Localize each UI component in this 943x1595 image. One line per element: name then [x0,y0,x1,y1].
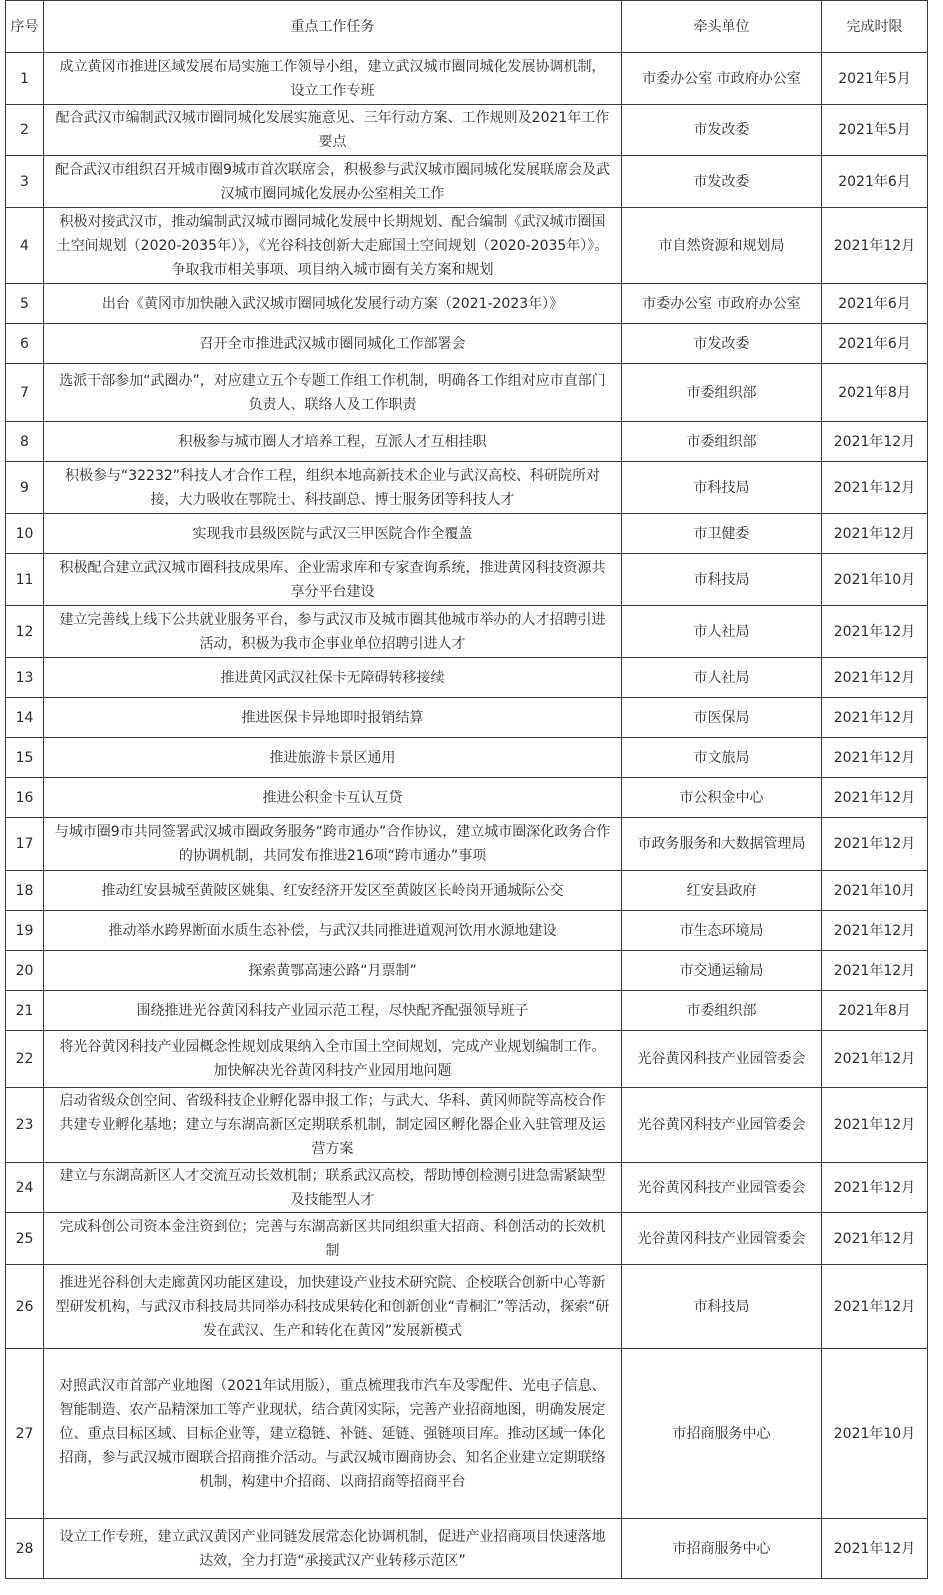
header-deadline: 完成时限 [822,1,928,53]
row-task: 推进黄冈武汉社保卡无障碍转移接续 [44,658,622,698]
row-unit: 市委组织部 [622,991,822,1031]
row-seq: 17 [6,818,44,871]
row-deadline: 2021年6月 [822,284,928,324]
table-row [6,1349,928,1519]
row-unit: 市招商服务中心 [622,1519,822,1579]
row-task: 与城市圈9市共同签署武汉城市圈政务服务“跨市通办”合作协议，建立城市圈深化政务合作的协调机制，共同发布推进216项“跨市通办”事项 [44,818,622,871]
header-unit: 牵头单位 [622,1,822,53]
table-row [6,364,928,422]
table-row [6,1031,928,1088]
row-seq: 5 [6,284,44,324]
row-unit: 市发改委 [622,105,822,156]
table-row [6,1163,928,1213]
row-seq: 26 [6,1265,44,1349]
row-unit: 市委办公室 市政府办公室 [622,284,822,324]
row-seq: 16 [6,778,44,818]
row-task: 推进医保卡异地即时报销结算 [44,698,622,738]
row-deadline: 2021年12月 [822,818,928,871]
row-seq: 19 [6,911,44,951]
row-unit: 市交通运输局 [622,951,822,991]
table-row [6,738,928,778]
row-task: 建立完善线上线下公共就业服务平台，参与武汉市及城市圈其他城市举办的人才招聘引进活动，积极为我市企事业单位招聘引进人才 [44,606,622,658]
row-unit: 红安县政府 [622,871,822,911]
row-seq: 25 [6,1213,44,1265]
row-task: 启动省级众创空间、省级科技企业孵化器申报工作；与武大、华科、黄冈师院等高校合作共建专业孵化基地；建立与东湖高新区定期联系机制，制定园区孵化器企业入驻管理及运营方案 [44,1088,622,1163]
table-row [6,698,928,738]
row-deadline: 2021年12月 [822,462,928,514]
table-row [6,1519,928,1579]
row-seq: 12 [6,606,44,658]
row-task: 围绕推进光谷黄冈科技产业园示范工程，尽快配齐配强领导班子 [44,991,622,1031]
row-task: 对照武汉市首部产业地图（2021年试用版），重点梳理我市汽车及零配件、光电子信息、智能制造、农产品精深加工等产业现状，结合黄冈实际，完善产业招商地图，明确发展定位、重点目标区域、目标企业等，建立稳链、补链、延链、强链项目库。推动区域一体化招商，参与武汉城市圈联合招商推介活动。与武汉城市圈商协会、知名企业建立定期联络机制，构建中介招商、以商招商等招商平台 [44,1349,622,1519]
row-deadline: 2021年12月 [822,1265,928,1349]
row-deadline: 2021年12月 [822,951,928,991]
row-deadline: 2021年10月 [822,1349,928,1519]
row-seq: 18 [6,871,44,911]
task-table [5,0,928,1579]
row-unit: 市发改委 [622,324,822,364]
row-unit: 光谷黄冈科技产业园管委会 [622,1031,822,1088]
row-seq: 8 [6,422,44,462]
row-task: 出台《黄冈市加快融入武汉城市圈同城化发展行动方案（2021-2023年）》 [44,284,622,324]
table-row [6,871,928,911]
row-unit: 市委组织部 [622,364,822,422]
row-task: 建立与东湖高新区人才交流互动长效机制；联系武汉高校，帮助博创检测引进急需紧缺型及技能型人才 [44,1163,622,1213]
row-unit: 市政务服务和大数据管理局 [622,818,822,871]
row-unit: 市人社局 [622,606,822,658]
row-deadline: 2021年10月 [822,554,928,606]
row-unit: 光谷黄冈科技产业园管委会 [622,1163,822,1213]
row-task: 配合武汉市编制武汉城市圈同城化发展实施意见、三年行动方案、工作规则及2021年工作要点 [44,105,622,156]
row-seq: 23 [6,1088,44,1163]
row-unit: 市人社局 [622,658,822,698]
table-row [6,658,928,698]
header-task: 重点工作任务 [44,1,622,53]
table-row [6,1213,928,1265]
table-row [6,208,928,284]
row-unit: 市文旅局 [622,738,822,778]
row-task: 实现我市县级医院与武汉三甲医院合作全覆盖 [44,514,622,554]
row-deadline: 2021年8月 [822,991,928,1031]
row-seq: 20 [6,951,44,991]
row-seq: 6 [6,324,44,364]
table-row [6,462,928,514]
row-deadline: 2021年12月 [822,606,928,658]
row-unit: 市公积金中心 [622,778,822,818]
table-row [6,105,928,156]
row-task: 配合武汉市组织召开城市圈9城市首次联席会，积极参与武汉城市圈同城化发展联席会及武汉城市圈同城化发展办公室相关工作 [44,156,622,208]
row-task: 积极对接武汉市，推动编制武汉城市圈同城化发展中长期规划、配合编制《武汉城市圈国土空间规划（2020-2035年）》，《光谷科技创新大走廊国土空间规划（2020-2035年）》。争取我市相关事项、项目纳入城市圈有关方案和规划 [44,208,622,284]
row-deadline: 2021年12月 [822,1213,928,1265]
row-task: 积极配合建立武汉城市圈科技成果库、企业需求库和专家查询系统，推进黄冈科技资源共享分平台建设 [44,554,622,606]
row-task: 推进公积金卡互认互贷 [44,778,622,818]
table-row [6,156,928,208]
table-row [6,422,928,462]
row-unit: 市自然资源和规划局 [622,208,822,284]
table-row [6,1265,928,1349]
row-seq: 14 [6,698,44,738]
row-deadline: 2021年10月 [822,871,928,911]
table-row [6,514,928,554]
table-row [6,606,928,658]
header-seq: 序号 [6,1,44,53]
row-deadline: 2021年12月 [822,1163,928,1213]
row-seq: 11 [6,554,44,606]
table-row [6,991,928,1031]
row-deadline: 2021年12月 [822,208,928,284]
row-seq: 2 [6,105,44,156]
row-seq: 21 [6,991,44,1031]
row-unit: 市卫健委 [622,514,822,554]
row-deadline: 2021年8月 [822,364,928,422]
row-seq: 24 [6,1163,44,1213]
row-deadline: 2021年12月 [822,1031,928,1088]
row-unit: 市委办公室 市政府办公室 [622,53,822,105]
row-deadline: 2021年12月 [822,698,928,738]
row-seq: 22 [6,1031,44,1088]
row-seq: 1 [6,53,44,105]
row-deadline: 2021年12月 [822,658,928,698]
row-task: 选派干部参加“武圈办”，对应建立五个专题工作组工作机制，明确各工作组对应市直部门负责人、联络人及工作职责 [44,364,622,422]
row-unit: 光谷黄冈科技产业园管委会 [622,1213,822,1265]
row-task: 积极参与“32232”科技人才合作工程，组织本地高新技术企业与武汉高校、科研院所对接，大力吸收在鄂院士、科技副总、博士服务团等科技人才 [44,462,622,514]
row-seq: 9 [6,462,44,514]
row-unit: 市招商服务中心 [622,1349,822,1519]
table-row [6,911,928,951]
row-deadline: 2021年12月 [822,514,928,554]
row-deadline: 2021年6月 [822,324,928,364]
row-task: 推进光谷科创大走廊黄冈功能区建设，加快建设产业技术研究院、企校联合创新中心等新型研发机构，与武汉市科技局共同举办科技成果转化和创新创业“青桐汇”等活动，探索“研发在武汉、生产和转化在黄冈”发展新模式 [44,1265,622,1349]
table-row [6,284,928,324]
row-unit: 市生态环境局 [622,911,822,951]
table-row [6,818,928,871]
row-deadline: 2021年12月 [822,738,928,778]
row-seq: 7 [6,364,44,422]
row-unit: 市医保局 [622,698,822,738]
table-row [6,53,928,105]
row-deadline: 2021年5月 [822,105,928,156]
table-row [6,778,928,818]
row-seq: 28 [6,1519,44,1579]
row-unit: 市发改委 [622,156,822,208]
row-unit: 市科技局 [622,554,822,606]
row-deadline: 2021年12月 [822,778,928,818]
row-deadline: 2021年5月 [822,53,928,105]
row-task: 探索黄鄂高速公路“月票制” [44,951,622,991]
row-seq: 27 [6,1349,44,1519]
row-deadline: 2021年12月 [822,422,928,462]
row-unit: 市科技局 [622,462,822,514]
task-table-container [5,0,927,1579]
row-task: 召开全市推进武汉城市圈同城化工作部署会 [44,324,622,364]
row-task: 积极参与城市圈人才培养工程，互派人才互相挂职 [44,422,622,462]
row-seq: 15 [6,738,44,778]
table-row [6,1088,928,1163]
row-seq: 4 [6,208,44,284]
table-row [6,554,928,606]
row-deadline: 2021年12月 [822,1519,928,1579]
row-task: 推动举水跨界断面水质生态补偿，与武汉共同推进道观河饮用水源地建设 [44,911,622,951]
row-seq: 10 [6,514,44,554]
row-task: 推动红安县城至黄陂区姚集、红安经济开发区至黄陂区长岭岗开通城际公交 [44,871,622,911]
row-task: 推进旅游卡景区通用 [44,738,622,778]
row-task: 完成科创公司资本金注资到位；完善与东湖高新区共同组织重大招商、科创活动的长效机制 [44,1213,622,1265]
table-body [6,53,928,1579]
table-row [6,951,928,991]
row-unit: 市委组织部 [622,422,822,462]
row-deadline: 2021年12月 [822,911,928,951]
row-unit: 市科技局 [622,1265,822,1349]
row-task: 成立黄冈市推进区域发展布局实施工作领导小组，建立武汉城市圈同城化发展协调机制，设立工作专班 [44,53,622,105]
row-deadline: 2021年12月 [822,1088,928,1163]
row-task: 设立工作专班，建立武汉黄冈产业同链发展常态化协调机制，促进产业招商项目快速落地达效，全力打造“承接武汉产业转移示范区” [44,1519,622,1579]
row-seq: 3 [6,156,44,208]
table-header-row [6,1,928,53]
row-deadline: 2021年6月 [822,156,928,208]
row-unit: 光谷黄冈科技产业园管委会 [622,1088,822,1163]
row-seq: 13 [6,658,44,698]
row-task: 将光谷黄冈科技产业园概念性规划成果纳入全市国土空间规划，完成产业规划编制工作。加快解决光谷黄冈科技产业园用地问题 [44,1031,622,1088]
table-row [6,324,928,364]
